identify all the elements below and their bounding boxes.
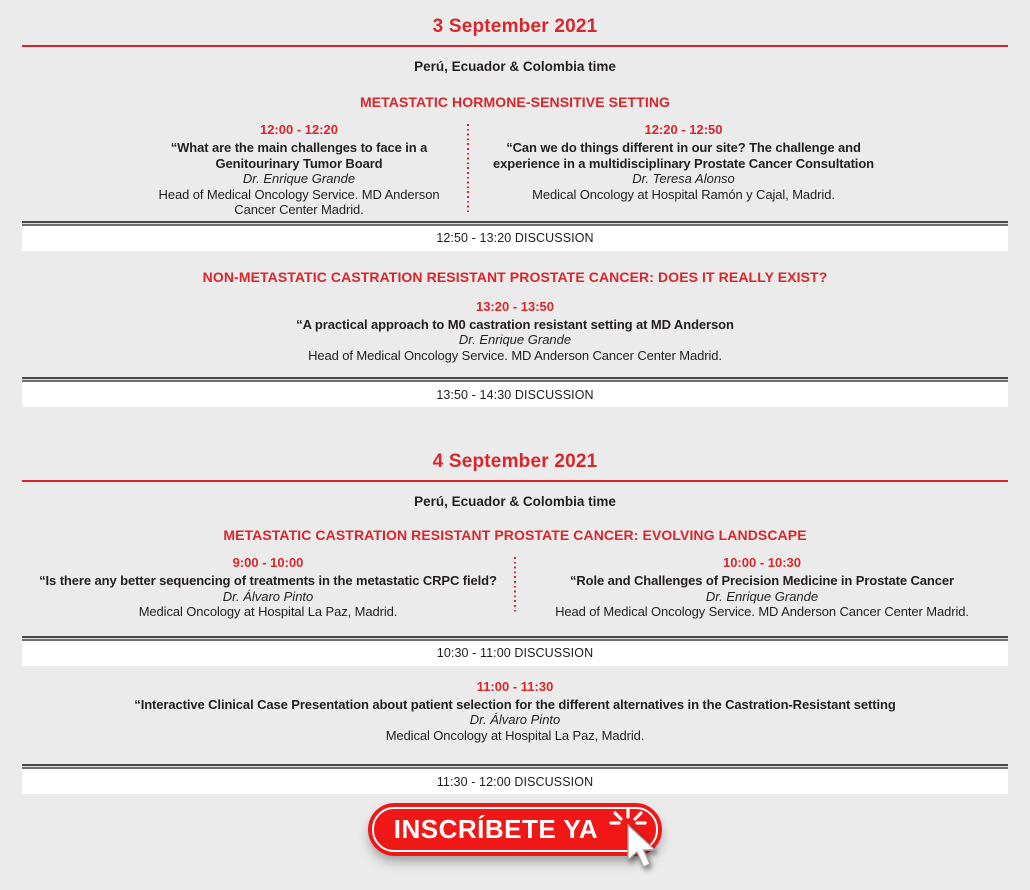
session-affiliation: Head of Medical Oncology Service. MD Anderson Cancer Center Madrid. (158, 186, 440, 217)
day2-date-heading: 4 September 2021 (432, 451, 598, 472)
session-affiliation: Medical Oncology at Hospital La Paz, Madrid. (138, 604, 398, 619)
session-affiliation: Head of Medical Oncology Service. MD Anderson Cancer Center Madrid. (555, 604, 969, 619)
session-affiliation: Head of Medical Oncology Service. MD Anderson Cancer Center Madrid. (308, 347, 722, 363)
session-time: 12:20 - 12:50 (644, 122, 723, 137)
day2-red-rule (22, 480, 1008, 482)
discussion-text: 12:50 - 13:20 DISCUSSION (436, 231, 594, 245)
discussion-band (22, 221, 1008, 251)
session-card-day1-right (469, 122, 899, 218)
session-title: “A practical approach to M0 castration resistant setting at MD Anderson (296, 316, 734, 332)
cta-area (0, 803, 1030, 856)
discussion-text: 13:50 - 14:30 DISCUSSION (436, 387, 594, 402)
day1-session-row (0, 122, 1030, 218)
session-speaker: Dr. Enrique Grande (458, 332, 572, 347)
day1-timezone-label: Perú, Ecuador & Colombia time (414, 59, 616, 74)
register-button-label: INSCRÍBETE YA (393, 814, 599, 844)
session-speaker: Dr. Enrique Grande (705, 588, 819, 604)
session-speaker: Dr. Teresa Alonso (632, 171, 735, 186)
day2-timezone-label: Perú, Ecuador & Colombia time (414, 494, 616, 509)
day1-section1-heading: METASTATIC HORMONE-SENSITIVE SETTING (359, 94, 671, 110)
session-title: “What are the main challenges to face in a Genitourinary Tumor Board (170, 140, 428, 171)
session-affiliation: Medical Oncology at Hospital Ramón y Cajal, Madrid. (532, 186, 835, 202)
day1-red-rule (22, 45, 1008, 47)
session-affiliation: Medical Oncology at Hospital La Paz, Madrid. (385, 727, 645, 743)
discussion-text: 10:30 - 11:00 DISCUSSION (436, 646, 594, 660)
session-time: 13:20 - 13:50 (475, 298, 555, 314)
day2-session-row (0, 555, 1030, 620)
session-time: 11:00 - 11:30 (476, 678, 554, 694)
session-speaker: Dr. Álvaro Pinto (222, 588, 314, 604)
session-card-day2-single (0, 679, 1030, 744)
session-card-day1-left (132, 122, 467, 218)
session-title: “Interactive Clinical Case Presentation about patient selection for the different alternatives in the Castration-Resistant setting (134, 696, 896, 712)
register-button[interactable] (368, 803, 662, 856)
session-speaker: Dr. Álvaro Pinto (469, 712, 561, 727)
session-card-day2-left (22, 555, 514, 620)
session-card-day1-single (0, 299, 1030, 364)
day2-section1-heading: METASTATIC CASTRATION RESISTANT PROSTATE CANCER: EVOLVING LANDSCAPE (223, 527, 807, 543)
session-title: “Can we do things different in our site? The challenge and experience in a multidisciplinary Prostate Cancer Consultation (492, 140, 875, 171)
discussion-text: 11:30 - 12:00 DISCUSSION (436, 774, 594, 789)
day1-section2-heading: NON-METASTATIC CASTRATION RESISTANT PROSTATE CANCER: DOES IT REALLY EXIST? (202, 268, 828, 285)
session-title: “Role and Challenges of Precision Medicine in Prostate Cancer (569, 573, 954, 588)
session-speaker: Dr. Enrique Grande (242, 171, 356, 186)
discussion-band (22, 764, 1008, 794)
session-time: 9:00 - 10:00 (232, 555, 304, 570)
session-time: 12:00 - 12:20 (259, 122, 339, 137)
day1-date-heading: 3 September 2021 (432, 16, 598, 37)
session-title: “Is there any better sequencing of treatments in the metastatic CRPC field? (39, 573, 497, 588)
session-time: 10:00 - 10:30 (722, 555, 802, 570)
discussion-band (22, 377, 1008, 407)
discussion-band (22, 636, 1008, 666)
session-card-day2-right (516, 555, 1008, 620)
